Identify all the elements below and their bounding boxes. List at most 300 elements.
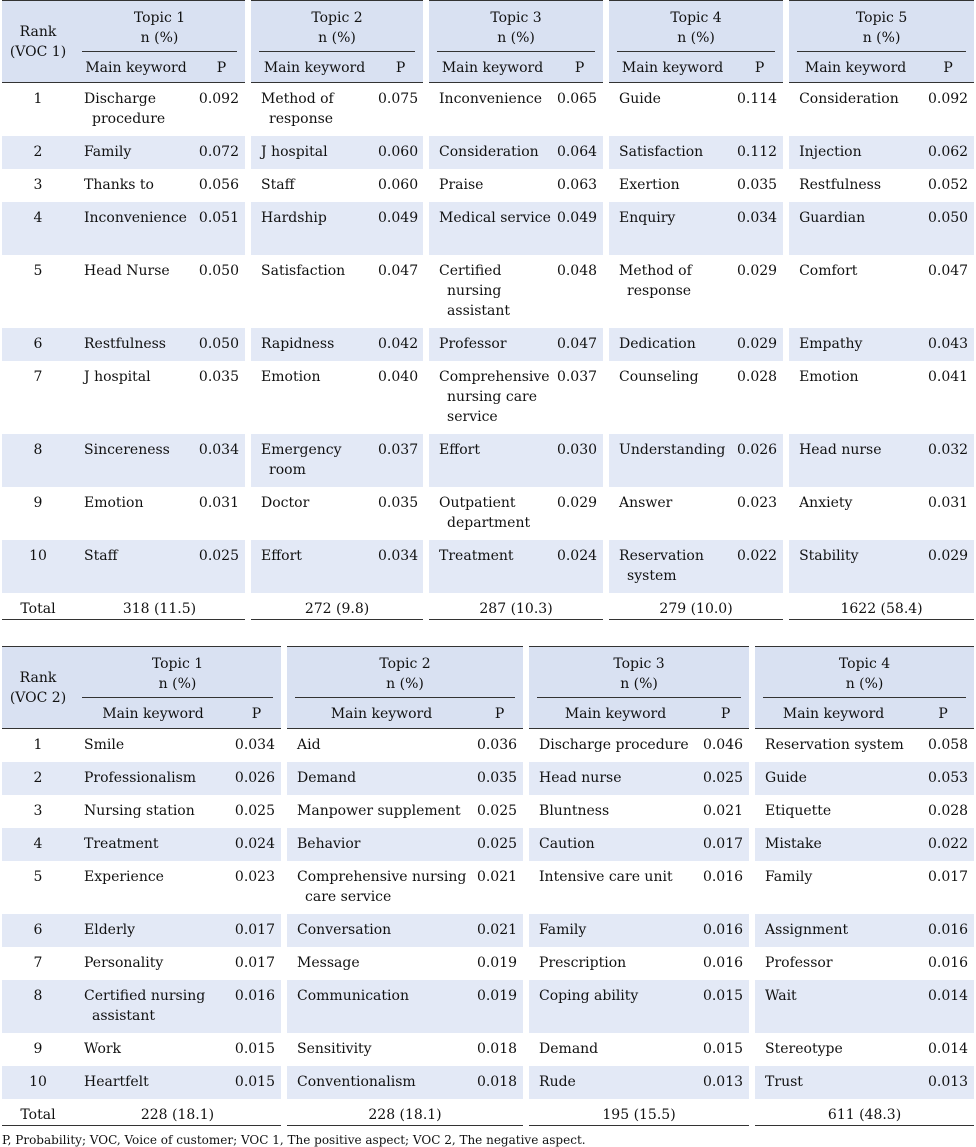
probability-cell: 0.018 [476,1033,526,1066]
keyword-cell [606,434,736,487]
keyword-text: Professor [439,335,507,352]
keyword-cell [426,255,556,328]
keyword-text: Method of [261,91,334,107]
topic-header [74,647,284,699]
keyword-text: Staff [84,547,118,564]
topic-title: Topic 1 [151,656,204,672]
keyword-cell [752,762,912,795]
probability-cell: 0.013 [702,1066,752,1099]
keyword-cell [426,328,556,361]
keyword-text: Experience [84,868,164,885]
keyword-text: Work [84,1040,122,1057]
keyword-text: Head Nurse [84,262,170,279]
rank-cell: 9 [2,1033,74,1066]
topic-title: Topic 3 [490,10,542,26]
keyword-text: J hospital [261,143,328,160]
table-row [2,729,974,762]
keyword-text: Rapidness [261,335,335,352]
keyword-cell [248,361,378,434]
probability-cell: 0.014 [912,1033,974,1066]
keyword-cell [74,729,232,762]
keyword-cell [786,487,922,540]
probability-cell: 0.050 [198,328,248,361]
probability-cell: 0.029 [736,255,786,328]
keyword-cell [606,83,736,136]
probability-cell: 0.035 [378,487,426,540]
keyword-text: Consideration [799,91,899,107]
keyword-text: Emotion [261,368,321,385]
keyword-cell [248,434,378,487]
keyword-column-header: Main keyword [426,52,556,83]
keyword-cell [752,1033,912,1066]
topic-count-label: n (%) [318,30,356,46]
keyword-cell [284,795,476,828]
topic-total: 318 (11.5) [74,593,248,620]
probability-cell: 0.024 [556,540,606,593]
keyword-cell [752,828,912,861]
probability-cell: 0.051 [198,202,248,255]
keyword-cell [526,1033,702,1066]
probability-cell: 0.021 [476,914,526,947]
keyword-text-continued: assistant [447,302,511,319]
keyword-cell [74,487,198,540]
probability-cell: 0.035 [476,762,526,795]
total-row [2,593,974,620]
keyword-text-continued: nursing care [447,388,538,405]
topic-total: 279 (10.0) [606,593,786,620]
probability-cell: 0.021 [476,861,526,914]
topic-total: 228 (18.1) [74,1099,284,1126]
keyword-cell [74,136,198,169]
table-row [2,762,974,795]
table-footnote: P, Probability; VOC, Voice of customer; VOC 1, The positive aspect; VOC 2, The negative aspect. [2,1133,586,1147]
table-row [2,83,974,136]
keyword-text: Etiquette [765,802,832,819]
table-row [2,540,974,593]
table-row [2,1033,974,1066]
keyword-column-header: Main keyword [74,698,232,729]
keyword-text-continued: procedure [92,111,166,127]
probability-cell: 0.031 [922,487,974,540]
topic-total: 228 (18.1) [284,1099,526,1126]
topic-title: Topic 5 [855,10,908,26]
table-row [2,947,974,980]
keyword-cell [248,255,378,328]
keyword-text: Effort [439,441,480,458]
voc2-topic-table [2,646,974,1126]
probability-cell: 0.049 [378,202,426,255]
keyword-cell [248,487,378,540]
keyword-text: Stability [799,547,859,564]
keyword-cell [284,762,476,795]
keyword-cell [248,136,378,169]
probability-cell: 0.050 [922,202,974,255]
table-row [2,202,974,255]
keyword-cell [526,795,702,828]
keyword-text: Rude [539,1073,576,1090]
keyword-cell [786,83,922,136]
keyword-text: Personality [84,954,164,971]
keyword-text: Sincereness [84,441,170,458]
keyword-cell [526,729,702,762]
topic-count-label: n (%) [862,30,901,46]
keyword-cell [74,762,232,795]
keyword-text: Communication [297,987,409,1004]
table-row [2,255,974,328]
keyword-text: J hospital [84,368,151,385]
probability-cell: 0.025 [198,540,248,593]
p-column-header: P [556,52,606,83]
probability-cell: 0.050 [198,255,248,328]
rank-header-sub: (VOC 1) [9,43,67,60]
rank-cell: 1 [2,729,74,762]
keyword-cell [284,828,476,861]
keyword-cell [426,136,556,169]
keyword-text: Anxiety [799,494,853,511]
probability-cell: 0.015 [232,1066,284,1099]
keyword-text: Demand [297,769,357,786]
topic-count-label: n (%) [140,30,179,46]
keyword-cell [426,434,556,487]
keyword-column-header: Main keyword [752,698,912,729]
keyword-text: Professionalism [84,769,197,786]
rank-cell: 7 [2,361,74,434]
probability-cell: 0.049 [556,202,606,255]
probability-cell: 0.092 [198,83,248,136]
probability-cell: 0.028 [912,795,974,828]
keyword-text: Stereotype [765,1040,843,1057]
keyword-cell [284,1033,476,1066]
probability-cell: 0.037 [378,434,426,487]
topic-header [786,1,974,53]
keyword-cell [248,169,378,202]
keyword-text-continued: system [627,567,677,584]
probability-cell: 0.025 [232,795,284,828]
keyword-cell [74,434,198,487]
keyword-cell [74,361,198,434]
keyword-cell [606,540,736,593]
probability-cell: 0.029 [736,328,786,361]
keyword-cell [752,729,912,762]
p-column-header: P [912,698,974,729]
keyword-text: Mistake [765,835,822,852]
keyword-text: Comfort [799,262,858,279]
probability-cell: 0.092 [922,83,974,136]
keyword-text: Restfulness [799,176,882,193]
probability-cell: 0.047 [378,255,426,328]
keyword-text-continued: response [627,282,692,299]
keyword-text: Exertion [619,176,680,193]
keyword-cell [786,434,922,487]
rank-cell: 8 [2,434,74,487]
keyword-text: Inconvenience [439,91,542,107]
probability-cell: 0.048 [556,255,606,328]
topic-header [426,1,606,53]
probability-cell: 0.024 [232,828,284,861]
keyword-cell [284,729,476,762]
probability-cell: 0.036 [476,729,526,762]
probability-cell: 0.058 [912,729,974,762]
keyword-text: Satisfaction [261,262,346,279]
keyword-text: Wait [765,987,797,1004]
keyword-text: Comprehensive [439,368,550,385]
probability-cell: 0.056 [198,169,248,202]
keyword-cell [786,202,922,255]
p-column-header: P [378,52,426,83]
keyword-cell [426,83,556,136]
keyword-cell [74,169,198,202]
table-subheader-row [2,52,974,83]
keyword-cell [284,947,476,980]
probability-cell: 0.017 [702,828,752,861]
keyword-cell [74,1066,232,1099]
keyword-text: Family [84,143,132,160]
keyword-text: Elderly [84,921,136,938]
probability-cell: 0.016 [702,914,752,947]
probability-cell: 0.060 [378,136,426,169]
p-column-header: P [232,698,284,729]
probability-cell: 0.053 [912,762,974,795]
keyword-text-continued: department [447,514,531,531]
probability-cell: 0.021 [702,795,752,828]
p-column-header: P [922,52,974,83]
probability-cell: 0.042 [378,328,426,361]
probability-cell: 0.072 [198,136,248,169]
probability-cell: 0.015 [702,980,752,1033]
topic-header [248,1,426,53]
keyword-column-header: Main keyword [284,698,476,729]
topic-count-label: n (%) [845,676,884,692]
keyword-column-header: Main keyword [786,52,922,83]
keyword-cell [786,169,922,202]
probability-cell: 0.022 [912,828,974,861]
probability-cell: 0.034 [736,202,786,255]
probability-cell: 0.043 [922,328,974,361]
topic-header-inner [797,8,966,52]
probability-cell: 0.019 [476,980,526,1033]
keyword-text: Treatment [439,547,514,564]
voc1-topic-table [2,0,974,620]
probability-cell: 0.030 [556,434,606,487]
keyword-text: Injection [799,143,862,160]
keyword-text: Restfulness [84,335,166,352]
probability-cell: 0.016 [702,947,752,980]
probability-cell: 0.041 [922,361,974,434]
keyword-text: Professor [765,954,833,971]
keyword-cell [786,540,922,593]
keyword-text: Certified [439,262,502,279]
keyword-text: Emotion [84,494,144,511]
keyword-cell [284,980,476,1033]
keyword-text: Message [297,954,360,971]
table-row [2,795,974,828]
keyword-text: Empathy [799,335,863,352]
keyword-text: Counseling [619,368,699,385]
probability-cell: 0.025 [476,828,526,861]
probability-cell: 0.032 [922,434,974,487]
probability-cell: 0.065 [556,83,606,136]
keyword-text: Nursing station [84,802,195,819]
keyword-text: Hardship [261,209,327,226]
probability-cell: 0.019 [476,947,526,980]
p-column-header: P [476,698,526,729]
table-row [2,169,974,202]
keyword-cell [248,328,378,361]
topic-header-inner [437,8,595,52]
topic-count-label: n (%) [158,676,197,692]
rank-cell: 5 [2,861,74,914]
rank-cell: 8 [2,980,74,1033]
keyword-cell [248,202,378,255]
keyword-text-continued: service [447,408,498,425]
keyword-text: Thanks to [84,176,154,193]
table-row [2,1066,974,1099]
topic-title: Topic 4 [670,10,722,26]
keyword-text: Guardian [799,209,866,226]
keyword-cell [606,487,736,540]
rank-cell: 7 [2,947,74,980]
rank-cell: 6 [2,914,74,947]
probability-cell: 0.047 [922,255,974,328]
table-row [2,136,974,169]
keyword-text: Aid [297,737,321,753]
rank-header-sub: (VOC 2) [9,689,67,706]
probability-cell: 0.014 [912,980,974,1033]
keyword-text: Guide [765,769,807,786]
probability-cell: 0.013 [912,1066,974,1099]
keyword-cell [752,914,912,947]
probability-cell: 0.037 [556,361,606,434]
table-row [2,828,974,861]
keyword-text: Reservation system [765,737,904,753]
keyword-text-continued: room [269,461,306,478]
keyword-cell [426,361,556,434]
keyword-cell [284,861,476,914]
topic-total: 611 (48.3) [752,1099,974,1126]
probability-cell: 0.028 [736,361,786,434]
probability-cell: 0.022 [736,540,786,593]
keyword-cell [526,828,702,861]
topic-count-label: n (%) [677,30,715,46]
probability-cell: 0.016 [912,914,974,947]
rank-header [2,647,74,729]
topic-header [752,647,974,699]
table-row [2,487,974,540]
topic-title: Topic 4 [838,656,891,672]
total-label: Total [2,1099,74,1126]
keyword-cell [74,795,232,828]
table-row [2,434,974,487]
keyword-cell [526,947,702,980]
topic-header-inner [295,654,515,698]
keyword-text: Understanding [619,441,726,458]
table-header-row [2,1,974,53]
keyword-text: Heartfelt [84,1073,149,1090]
keyword-text: Trust [765,1073,803,1090]
keyword-cell [606,328,736,361]
keyword-cell [248,540,378,593]
rank-cell: 2 [2,762,74,795]
keyword-column-header: Main keyword [248,52,378,83]
probability-cell: 0.060 [378,169,426,202]
keyword-cell [74,947,232,980]
keyword-cell [752,861,912,914]
keyword-cell [74,202,198,255]
keyword-cell [426,540,556,593]
keyword-text: Enquiry [619,209,676,226]
topic-header [526,647,752,699]
probability-cell: 0.018 [476,1066,526,1099]
keyword-cell [526,980,702,1033]
topic-header-inner [82,654,273,698]
topic-count-label: n (%) [620,676,658,692]
keyword-text: Conversation [297,921,392,938]
keyword-cell [74,328,198,361]
rank-cell: 3 [2,169,74,202]
probability-cell: 0.016 [232,980,284,1033]
probability-cell: 0.016 [912,947,974,980]
probability-cell: 0.034 [232,729,284,762]
keyword-column-header: Main keyword [74,52,198,83]
probability-cell: 0.062 [922,136,974,169]
probability-cell: 0.035 [198,361,248,434]
rank-cell: 9 [2,487,74,540]
keyword-text-continued: assistant [92,1007,155,1024]
keyword-cell [752,795,912,828]
keyword-cell [74,1033,232,1066]
rank-cell: 1 [2,83,74,136]
probability-cell: 0.029 [922,540,974,593]
topic-total: 195 (15.5) [526,1099,752,1126]
keyword-cell [786,328,922,361]
keyword-text: Consideration [439,143,539,160]
probability-cell: 0.035 [736,169,786,202]
keyword-text: Demand [539,1040,599,1057]
p-column-header: P [702,698,752,729]
keyword-text: Outpatient [439,494,516,511]
probability-cell: 0.017 [232,914,284,947]
keyword-text: Praise [439,176,484,193]
probability-cell: 0.075 [378,83,426,136]
rank-cell: 10 [2,540,74,593]
keyword-text: Sensitivity [297,1040,372,1057]
probability-cell: 0.040 [378,361,426,434]
keyword-cell [606,136,736,169]
keyword-cell [752,1066,912,1099]
keyword-cell [752,980,912,1033]
probability-cell: 0.034 [378,540,426,593]
keyword-text: Method of [619,262,692,279]
table-row [2,361,974,434]
keyword-cell [526,914,702,947]
total-label: Total [2,593,74,620]
topic-header-inner [259,8,415,52]
probability-cell: 0.015 [702,1033,752,1066]
rank-header-label: Rank [19,669,57,686]
keyword-text: Discharge procedure [539,737,689,753]
topic-title: Topic 3 [613,656,665,672]
total-row [2,1099,974,1126]
keyword-cell [606,202,736,255]
keyword-cell [74,861,232,914]
probability-cell: 0.026 [736,434,786,487]
table-row [2,861,974,914]
keyword-cell [426,169,556,202]
rank-cell: 2 [2,136,74,169]
keyword-text: Prescription [539,954,627,971]
keyword-cell [426,487,556,540]
keyword-cell [74,914,232,947]
